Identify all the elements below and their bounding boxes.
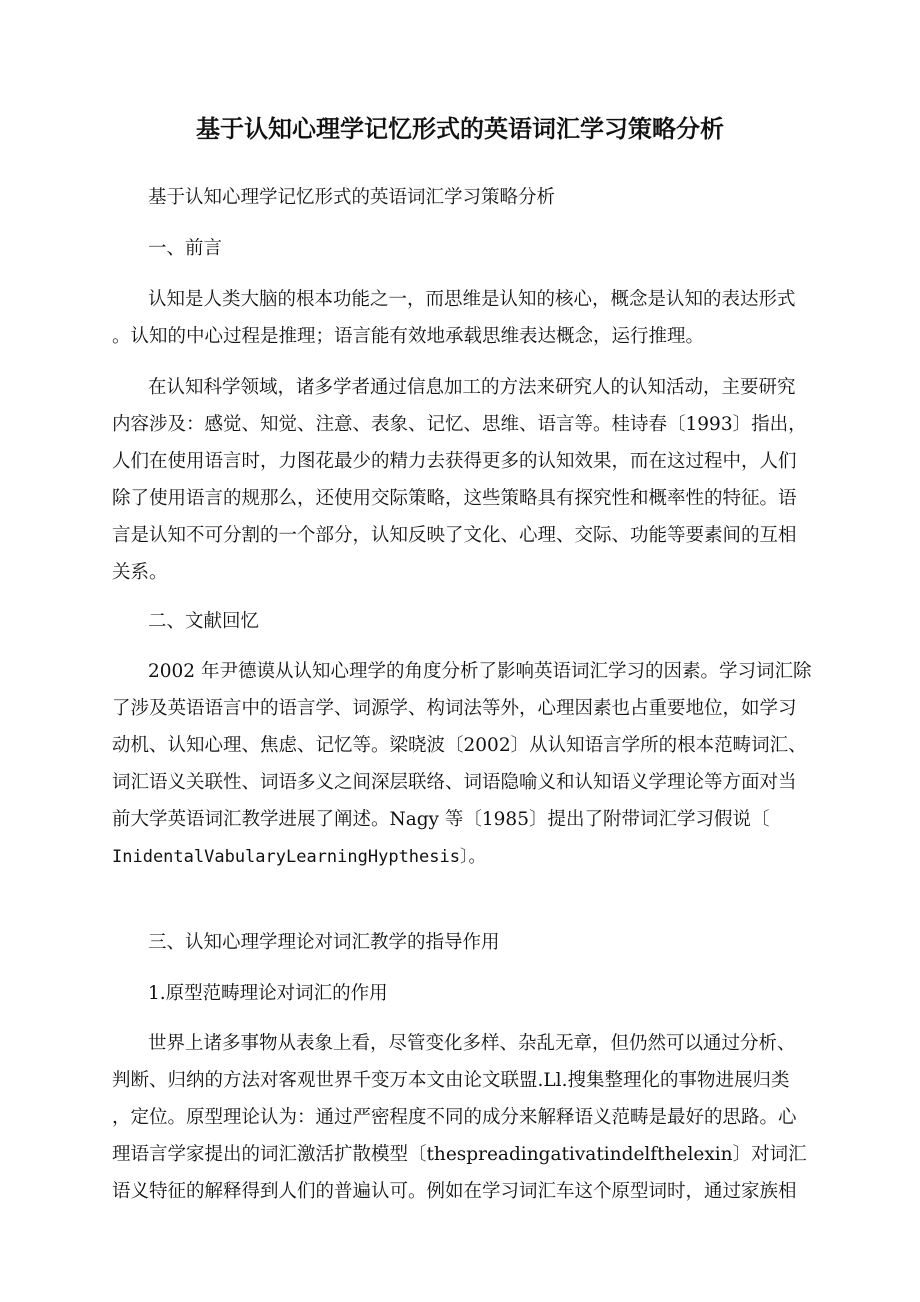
text-line: 词汇语义关联性、词语多义之间深层联络、词语隐喻义和认知语义学理论等方面对当 [112, 772, 797, 793]
text-line: 理语言学家提出的词汇激活扩散模型〔thespreadingativatindelfthelexin〕对词汇 [112, 1144, 807, 1165]
text-line: 世界上诸多事物从表象上看，尽管变化多样、杂乱无章，但仍然可以通过分析、 [148, 1033, 796, 1054]
text-line: 语义特征的解释得到人们的普遍认可。例如在学习词汇车这个原型词时，通过家族相 [112, 1181, 797, 1202]
section-heading-2: 二、文献回忆 [148, 611, 260, 632]
text-line: 关系。 [112, 562, 168, 583]
section-heading-1: 一、前言 [148, 238, 223, 259]
text-line: 内容涉及：感觉、知觉、注意、表象、记忆、思维、语言等。桂诗春〔1993〕指出， [112, 414, 807, 435]
text-line: 动机、认知心理、焦虑、记忆等。梁晓波〔2002〕从认知语言学所的根本范畴词汇、 [112, 735, 807, 756]
text-line: 除了使用语言的规那么，还使用交际策略，这些策略具有探究性和概率性的特征。语 [112, 488, 797, 509]
subsection-heading-1: 1.原型范畴理论对词汇的作用 [148, 983, 388, 1004]
text-line: InidentalVabularyLearningHypthesis〕。 [112, 847, 486, 867]
text-line: 前大学英语词汇教学进展了阐述。Nagy 等〔1985〕提出了附带词汇学习假说〔 [112, 809, 770, 830]
text-line: 认知是人类大脑的根本功能之一，而思维是认知的核心，概念是认知的表达形式 [148, 289, 796, 310]
text-line: 2002 年尹德谟从认知心理学的角度分析了影响英语词汇学习的因素。学习词汇除 [148, 661, 812, 682]
text-line: 。认知的中心过程是推理；语言能有效地承载思维表达概念，运行推理。 [112, 326, 705, 347]
text-line: 在认知科学领域，诸多学者通过信息加工的方法来研究人的认知活动，主要研究 [148, 377, 796, 398]
section-heading-3: 三、认知心理学理论对词汇教学的指导作用 [148, 932, 500, 953]
text-line: 人们在使用语言时，力图花最少的精力去获得更多的认知效果，而在这过程中，人们 [112, 451, 797, 472]
text-line: ，定位。原型理论认为：通过严密程度不同的成分来解释语义范畴是最好的思路。心 [112, 1107, 797, 1128]
document-title: 基于认知心理学记忆形式的英语词汇学习策略分析 [196, 114, 724, 143]
text-line: 言是认知不可分割的一个部分，认知反映了文化、心理、交际、功能等要素间的互相 [112, 525, 797, 546]
text-line: 了涉及英语语言中的语言学、词源学、构词法等外，心理因素也占重要地位，如学习 [112, 698, 797, 719]
subtitle: 基于认知心理学记忆形式的英语词汇学习策略分析 [148, 187, 556, 208]
text-line: 判断、归纳的方法对客观世界千变万本文由论文联盟.Ll.搜集整理化的事物进展归类 [112, 1070, 790, 1091]
